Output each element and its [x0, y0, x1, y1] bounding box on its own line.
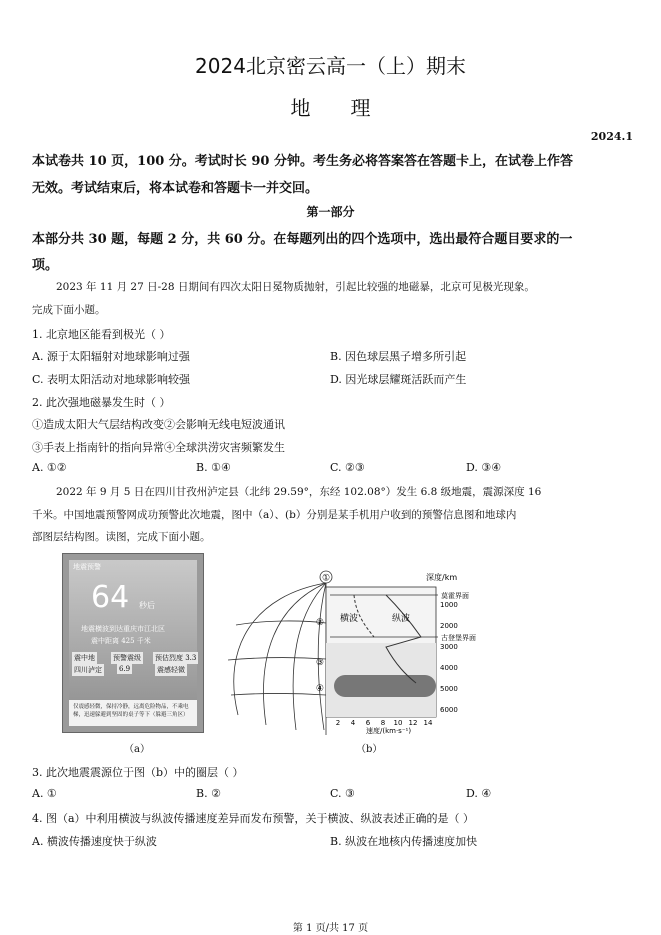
question-1-stem: 1. 北京地区能看到极光（ ） [32, 328, 171, 341]
warning-line-1: 地震横波到达重庆市江北区 [81, 625, 165, 633]
exam-title: 2024北京密云高一（上）期末 [195, 54, 466, 78]
question-1-option-d: D. 因光球层耀斑活跃而产生 [330, 373, 467, 386]
question-3-stem: 3. 此次地震震源位于图（b）中的圈层（ ） [32, 766, 244, 779]
depth-axis-label: 深度/km [426, 573, 458, 582]
speed-tick-2: 2 [335, 719, 341, 727]
depth-tick-3000: 3000 [440, 643, 458, 651]
countdown-seconds: 64 [91, 580, 130, 615]
question-4-option-a: A. 横波传播速度快于纵波 [32, 835, 157, 848]
moho-label: 莫霍界面 [441, 592, 469, 600]
instructions-line-1: 本试卷共 10 页，100 分。考试时长 90 分钟。考生务必将答案答在答题卡上，在试卷上作答 [32, 154, 573, 169]
layer-2-label: ② [315, 618, 324, 628]
figure-a-warning-screen [62, 553, 204, 733]
globe-grid [228, 583, 326, 735]
figure-b-caption: （b） [356, 744, 383, 755]
question-2-option-d: D. ③④ [466, 461, 502, 474]
material-1-line-1: 2023 年 11 月 27 日-28 日期间有四次太阳日冕物质抛射，引起比较强的地磁暴，北京可见极光现象。 [56, 281, 535, 293]
question-3-option-b: B. ② [196, 787, 221, 800]
question-2-stem: 2. 此次强地磁暴发生时（ ） [32, 396, 171, 409]
material-2-line-3: 部图层结构图。读图，完成下面小题。 [32, 531, 211, 543]
figure-b-earth-interior [216, 565, 476, 745]
part-desc-line-1: 本部分共 30 题，每题 2 分，共 60 分。在每题列出的四个选项中，选出最符合题目要求的一 [32, 232, 573, 247]
cell-magnitude-value: 6.9 [119, 665, 131, 673]
part-title: 第一部分 [306, 205, 355, 219]
depth-tick-2000: 2000 [440, 622, 458, 630]
speed-ticks [336, 719, 433, 727]
countdown-label: 秒后 [139, 601, 155, 610]
exam-date: 2024.1 [590, 130, 633, 143]
question-3-option-d: D. ④ [466, 787, 492, 800]
question-1-option-c: C. 表明太阳活动对地球影响较强 [32, 373, 191, 386]
instructions-line-2: 无效。考试结束后，将本试卷和答题卡一并交回。 [32, 181, 319, 196]
figure-a-caption: （a） [124, 744, 150, 755]
part-desc-line-2: 项。 [32, 258, 59, 273]
depth-tick-4000: 4000 [440, 664, 458, 672]
warning-line-2: 震中距离 425 千米 [91, 637, 151, 645]
material-1-line-2: 完成下面小题。 [32, 304, 106, 316]
question-3-option-c: C. ③ [330, 787, 355, 800]
s-wave-label: 横波 [340, 614, 359, 624]
question-1-option-a: A. 源于太阳辐射对地球影响过强 [32, 350, 190, 363]
layer-3-label: ③ [315, 658, 324, 668]
speed-tick-4: 4 [350, 719, 356, 727]
question-2-option-b: B. ①④ [196, 461, 231, 474]
question-2-statement-2: ③手表上指南针的指向异常④全球洪涝灾害频繁发生 [32, 441, 285, 454]
gutenberg-label: 古登堡界面 [441, 634, 476, 642]
layer-1-label: ① [321, 573, 331, 584]
cell-epicenter-value: 四川泸定 [74, 666, 102, 674]
exam-subject: 地理 [290, 96, 411, 120]
speed-tick-12: 12 [408, 719, 418, 727]
depth-tick-1000: 1000 [440, 601, 458, 609]
question-4-stem: 4. 图（a）中利用横波与纵波传播速度差异而发布预警，关于横波、纵波表述正确的是（ ） [32, 812, 475, 825]
material-2-line-2: 千米。中国地震预警网成功预警此次地震，图中（a）、(b）分别是某手机用户收到的预警信息图和地球内 [32, 509, 517, 521]
warning-tag: 地震预警 [73, 563, 101, 571]
question-1-option-b: B. 因色球层黑子增多所引起 [330, 350, 467, 363]
depth-tick-6000: 6000 [440, 706, 458, 714]
p-wave-label: 纵波 [392, 614, 411, 624]
question-2-statement-1: ①造成太阳大气层结构改变②会影响无线电短波通讯 [32, 418, 285, 431]
speed-tick-8: 8 [380, 719, 386, 727]
warning-advice: 仅震感轻微，保持冷静，远离危险物品，不乘电梯，迅速躲避到坚固的桌子等下（躲避三角区） [69, 700, 197, 726]
speed-tick-6: 6 [365, 719, 371, 727]
cell-magnitude-label: 预警震级 [113, 654, 141, 662]
question-2-option-a: A. ①② [32, 461, 67, 474]
question-4-option-b: B. 纵波在地核内传播速度加快 [330, 835, 478, 848]
speed-tick-10: 10 [393, 719, 403, 727]
depth-ticks [440, 601, 458, 714]
inner-core-band [334, 675, 436, 697]
question-3-option-a: A. ① [32, 787, 57, 800]
cell-intensity-label: 预估烈度 3.3 [155, 654, 197, 662]
depth-tick-5000: 5000 [440, 685, 458, 693]
page-footer: 第 1 页/共 17 页 [292, 923, 369, 934]
layer-4-label: ④ [315, 684, 324, 694]
material-2-line-1: 2022 年 9 月 5 日在四川甘孜州泸定县（北纬 29.59°，东经 102.08°）发生 6.8 级地震，震源深度 16 [56, 486, 542, 498]
cell-epicenter-label: 震中地 [74, 654, 95, 662]
question-2-option-c: C. ②③ [330, 461, 365, 474]
speed-tick-14: 14 [423, 719, 433, 727]
cell-intensity-value: 震感轻微 [157, 666, 185, 674]
speed-axis-label: 速度/(km·s⁻¹) [366, 727, 412, 735]
